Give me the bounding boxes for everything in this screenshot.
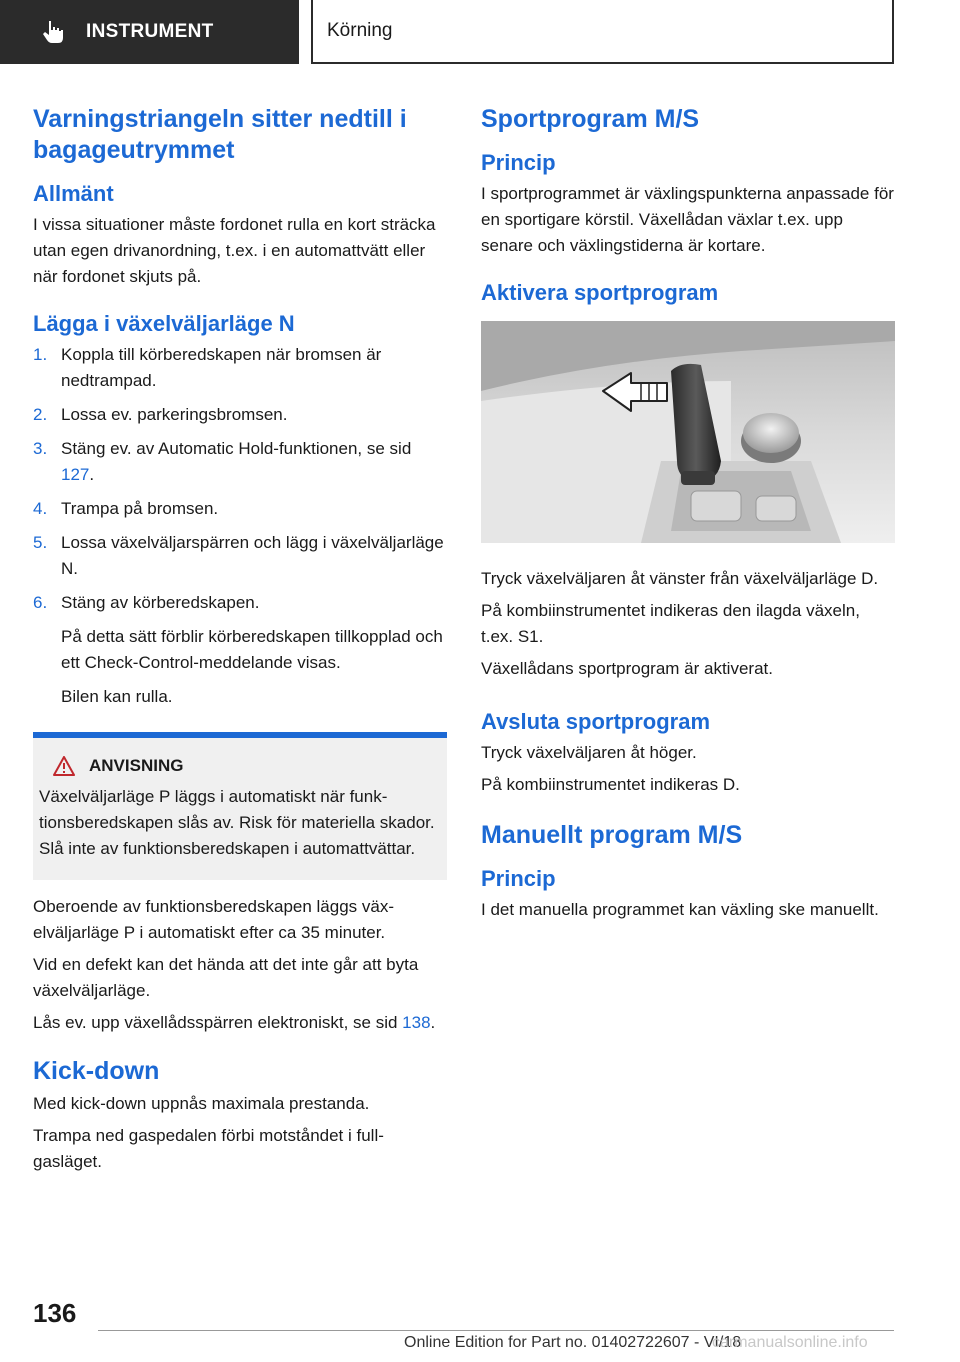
left-column <box>33 104 447 1181</box>
heading-principle-manual: Princip <box>481 866 556 891</box>
right-column <box>481 104 895 929</box>
list-item: 6. Stäng av körberedskapen. <box>33 593 260 612</box>
heading-sport-program: Sportprogram M/S <box>481 105 700 133</box>
heading-activate-sport: Aktivera sportprogram <box>481 280 719 305</box>
heading-kick-down: Kick-down <box>33 1057 160 1085</box>
paragraph-activated: Växellådans sportprogram är aktiverat. <box>481 659 773 678</box>
warning-triangle-icon <box>53 756 75 776</box>
paragraph-push-right: Tryck växelväljaren åt höger. <box>481 743 697 762</box>
step6-warning: Bilen kan rulla. <box>61 687 173 706</box>
paragraph-general: I vissa situationer måste fordonet rulla en kort sträcka utan egen drivanordning, t.ex. i en automattvätt eller när fordonet skjuts på. <box>33 215 436 286</box>
paragraph-manual: I det manuella programmet kan växling ske manuellt. <box>481 900 879 919</box>
chapter-label: Körning <box>327 20 393 41</box>
edition-text: Online Edition for Part no. 01402722607 - VI/18 <box>404 1334 742 1351</box>
heading-principle: Princip <box>481 150 556 175</box>
heading-manual-program: Manuellt program M/S <box>481 821 743 849</box>
list-item: 3. Stäng ev. av Automatic Hold-funktionen, se sid 127. <box>33 439 412 484</box>
hand-pointer-icon <box>40 19 66 45</box>
paragraph-push-left: Tryck växelväljaren åt vänster från växelväljarläge D. <box>481 569 879 588</box>
watermark: carmanualsonline.info <box>712 1334 868 1351</box>
page-number: 136 <box>33 1298 77 1328</box>
step6-note: På detta sätt förblir körberedskapen tillkopplad och ett Check-Control-meddelande visas. <box>61 627 443 672</box>
paragraph-defect: Vid en defekt kan det hända att det inte går att byta växelväljarläge. <box>33 955 419 1000</box>
heading-end-sport: Avsluta sportprogram <box>481 709 711 734</box>
heading-general: Allmänt <box>33 181 114 206</box>
page-link-127[interactable]: 127 <box>61 465 90 484</box>
heading-neutral: Lägga i växelväljarläge N <box>33 311 295 336</box>
paragraph-auto-park: Oberoende av funktionsberedskapen läggs växelväljarläge P i automatiskt efter ca 35 minuter. <box>33 897 395 942</box>
gear-selector-illustration <box>481 321 895 543</box>
footer-divider <box>98 1330 894 1331</box>
paragraph-kick2: Trampa ned gaspedalen förbi motståndet i fullgasläget. <box>33 1126 384 1171</box>
page-header <box>0 0 960 66</box>
section-tab[interactable] <box>0 0 299 64</box>
paragraph-unlock: Lås ev. upp växellådsspärren elektroniskt, se sid 138. <box>33 1013 436 1032</box>
section-label: INSTRUMENT <box>86 21 214 42</box>
list-item: 2. Lossa ev. parkeringsbromsen. <box>33 405 288 424</box>
list-item: 1. Koppla till körberedskapen när bromsen är nedtrampad. <box>33 345 382 390</box>
heading-warning-triangle: Varningstriangeln sitter nedtill i bagageutrymmet <box>33 105 407 164</box>
paragraph-indicated-d: På kombiinstrumentet indikeras D. <box>481 775 740 794</box>
paragraph-principle: I sportprogrammet är växlingspunkterna anpassade för en sportigare körstil. Växellådan växlar t.ex. upp senare och växlingstiderna är kortare. <box>481 184 894 255</box>
notice-title: ANVISNING <box>53 756 435 776</box>
notice-text: Växelväljarläge P läggs i automatiskt när funktionsberedskapen slås av. Risk för materiella skador. Slå inte av funktionsberedskapen i automattvättar. <box>39 787 435 858</box>
notice-box <box>33 732 447 880</box>
steps-list <box>33 342 447 616</box>
paragraph-indicated-gear: På kombiinstrumentet indikeras den ilagda växeln, t.ex. S1. <box>481 601 860 646</box>
chapter-tab[interactable] <box>311 0 894 64</box>
paragraph-kick1: Med kick-down uppnås maximala prestanda. <box>33 1094 370 1113</box>
page-link-138[interactable]: 138 <box>402 1013 431 1032</box>
list-item: 4. Trampa på bromsen. <box>33 499 219 518</box>
list-item: 5. Lossa växelväljarspärren och lägg i växelväljarläge N. <box>33 533 444 578</box>
